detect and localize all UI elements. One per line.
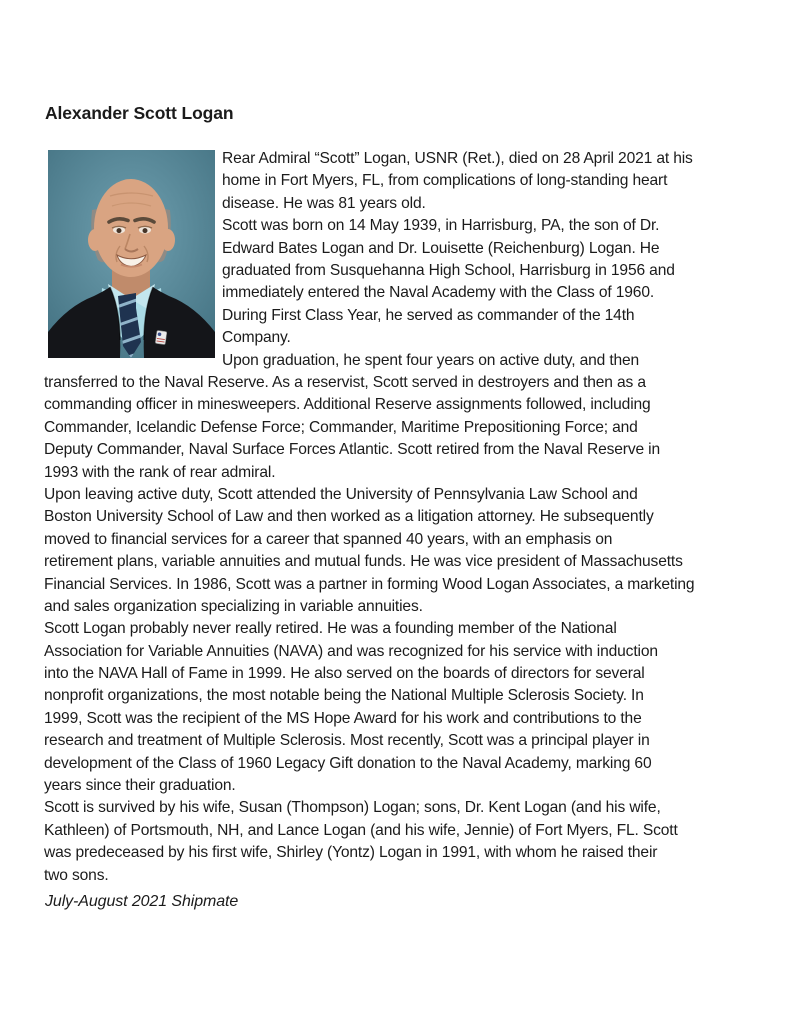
text-line: home in Fort Myers, FL, from complications of long-standing heart <box>222 172 668 190</box>
text-line: Edward Bates Logan and Dr. Louisette (Reichenburg) Logan. He <box>222 239 660 257</box>
text-line: Kathleen) of Portsmouth, NH, and Lance Logan (and his wife, Jennie) of Fort Myers, FL. Scott <box>44 821 678 839</box>
text-line: Commander, Icelandic Defense Force; Commander, Maritime Prepositioning Force; and <box>44 418 638 436</box>
obituary-text-beside-photo <box>222 148 693 372</box>
text-line: years since their graduation. <box>44 777 236 795</box>
text-line: development of the Class of 1960 Legacy Gift donation to the Naval Academy, marking 60 <box>44 754 652 772</box>
portrait-photo <box>48 150 215 358</box>
text-line: moved to financial services for a career that spanned 40 years, with an emphasis on <box>44 530 613 548</box>
text-line: Scott is survived by his wife, Susan (Thompson) Logan; sons, Dr. Kent Logan (and his wife, <box>44 799 661 817</box>
text-line: graduated from Susquehanna High School, Harrisburg in 1956 and <box>222 261 675 279</box>
text-line: Association for Variable Annuities (NAVA) and was recognized for his service with induction <box>44 642 658 660</box>
text-line: Scott Logan probably never really retired. He was a founding member of the National <box>44 620 617 638</box>
text-line: research and treatment of Multiple Sclerosis. Most recently, Scott was a principal player in <box>44 732 650 750</box>
text-line: nonprofit organizations, the most notable being the National Multiple Sclerosis Society. In <box>44 687 644 705</box>
text-line: Upon leaving active duty, Scott attended the University of Pennsylvania Law School and <box>44 485 638 503</box>
text-line: two sons. <box>44 866 109 884</box>
text-line: disease. He was 81 years old. <box>222 194 426 212</box>
text-line: 1993 with the rank of rear admiral. <box>44 463 276 481</box>
text-line: was predeceased by his first wife, Shirley (Yontz) Logan in 1991, with whom he raised their <box>44 844 658 862</box>
text-line: 1999, Scott was the recipient of the MS Hope Award for his work and contributions to the <box>44 709 642 727</box>
text-line: immediately entered the Naval Academy with the Class of 1960. <box>222 284 655 302</box>
text-line: Rear Admiral “Scott” Logan, USNR (Ret.), died on 28 April 2021 at his <box>222 150 693 167</box>
text-line: Scott was born on 14 May 1939, in Harrisburg, PA, the son of Dr. <box>222 217 660 235</box>
text-line: retirement plans, variable annuities and mutual funds. He was vice president of Massachusetts <box>44 553 683 571</box>
text-line: commanding officer in minesweepers. Additional Reserve assignments followed, including <box>44 396 651 414</box>
flag-pin-icon <box>155 330 167 344</box>
text-line: During First Class Year, he served as commander of the 14th <box>222 306 635 324</box>
obituary-text-full-width <box>44 372 694 887</box>
text-line: Deputy Commander, Naval Surface Forces Atlantic. Scott retired from the Naval Reserve in <box>44 441 661 459</box>
text-line: into the NAVA Hall of Fame in 1999. He also served on the boards of directors for several <box>44 665 645 683</box>
text-line: transferred to the Naval Reserve. As a reservist, Scott served in destroyers and then as a <box>44 374 646 391</box>
text-line: Company. <box>222 329 291 347</box>
text-line: Financial Services. In 1986, Scott was a partner in forming Wood Logan Associates, a marketing <box>44 575 695 593</box>
page-title: Alexander Scott Logan <box>45 103 234 123</box>
text-line: and sales organization specializing in variable annuities. <box>44 597 423 615</box>
text-line: Upon graduation, he spent four years on active duty, and then <box>222 351 640 369</box>
text-line: Boston University School of Law and then worked as a litigation attorney. He subsequently <box>44 508 654 526</box>
source-attribution: July-August 2021 Shipmate <box>45 893 239 910</box>
